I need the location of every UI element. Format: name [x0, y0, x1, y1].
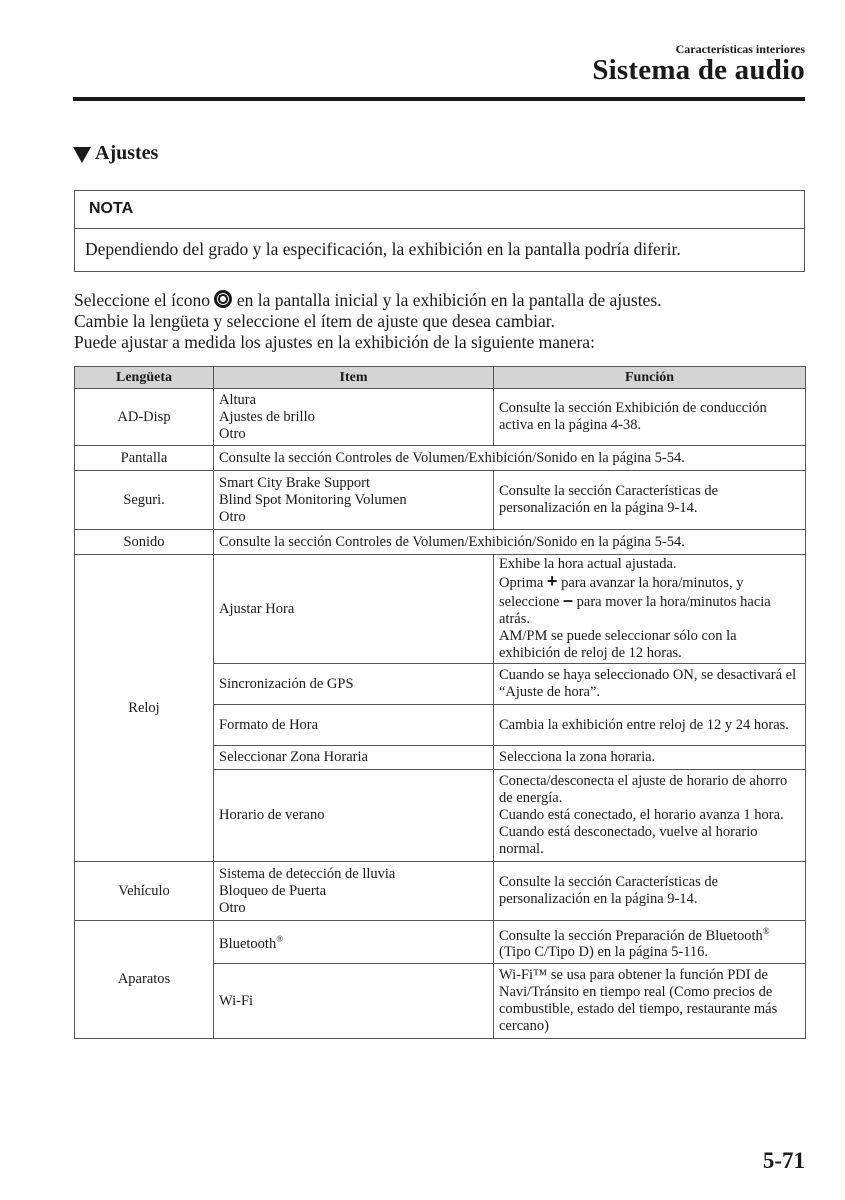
item-cell: Sincronización de GPS	[214, 664, 494, 705]
table-row	[75, 446, 806, 471]
item-cell: Horario de verano	[214, 770, 494, 862]
tab-cell: Pantalla	[75, 446, 214, 471]
settings-table	[74, 366, 806, 1039]
plus-icon: +	[546, 571, 558, 591]
tab-cell: AD-Disp	[75, 389, 214, 446]
item-cell: Seleccionar Zona Horaria	[214, 746, 494, 770]
header-lengueta: Lengüeta	[75, 367, 214, 389]
function-text: Consulte la sección Preparación de Bluetooth	[499, 927, 763, 944]
function-cell: Consulte la sección Exhibición de conducción activa en la página 4-38.	[494, 389, 806, 446]
item-cell: Formato de Hora	[214, 705, 494, 746]
section-heading-text: Ajustes	[95, 142, 159, 164]
table-row	[75, 555, 806, 664]
item-line: Otro	[219, 508, 246, 525]
table-header-row	[75, 367, 806, 389]
tab-cell: Seguri.	[75, 471, 214, 530]
item-cell	[214, 862, 494, 921]
intro-paragraph	[74, 290, 662, 353]
item-cell	[214, 921, 494, 964]
function-text: Oprima	[499, 575, 544, 591]
minus-icon: –	[563, 590, 574, 610]
registered-mark: ®	[276, 934, 284, 945]
item-text: Bluetooth	[219, 935, 277, 952]
function-line: Exhibe la hora actual ajustada.	[499, 556, 677, 572]
triangle-down-icon	[73, 147, 91, 163]
item-line: Bloqueo de Puerta	[219, 882, 327, 899]
page-number: 5-71	[762, 1148, 805, 1173]
tab-cell: Reloj	[75, 555, 214, 862]
function-line: Cuando está conectado, el horario avanza 1 hora. Cuando está desconectado, vuelve al horario normal.	[499, 807, 784, 857]
section-heading	[73, 142, 158, 165]
page-title: Sistema de audio	[592, 54, 805, 86]
item-line: Otro	[219, 899, 246, 916]
item-cell: Ajustar Hora	[214, 555, 494, 664]
intro-line-1	[74, 290, 662, 311]
note-title: NOTA	[75, 191, 804, 229]
function-text: para mover la hora/minutos hacia atrás.	[499, 594, 771, 627]
function-cell: Consulte la sección Características de personalización en la página 9-14.	[494, 471, 806, 530]
function-cell	[494, 770, 806, 862]
header-divider	[73, 97, 805, 101]
table-row	[75, 530, 806, 555]
table-row	[75, 389, 806, 446]
item-cell: Wi-Fi	[214, 964, 494, 1039]
function-cell	[494, 555, 806, 664]
intro-line-1-b: en la pantalla inicial y la exhibición en la pantalla de ajustes.	[236, 290, 662, 310]
tab-cell: Sonido	[75, 530, 214, 555]
function-text: (Tipo C/Tipo D) en la página 5-116.	[499, 944, 709, 961]
function-cell: Consulte la sección Controles de Volumen/Exhibición/Sonido en la página 5-54.	[214, 446, 806, 471]
function-line: Conecta/desconecta el ajuste de horario de ahorro de energía.	[499, 773, 788, 806]
section-label: Características interiores	[675, 42, 805, 56]
item-cell	[214, 471, 494, 530]
table-row	[75, 862, 806, 921]
header-item: Item	[214, 367, 494, 389]
intro-line-2: Cambie la lengüeta y seleccione el ítem de ajuste que desea cambiar.	[74, 311, 556, 331]
item-line: Altura	[219, 391, 257, 408]
item-line: Ajustes de brillo	[219, 408, 315, 425]
registered-mark: ®	[762, 925, 770, 936]
item-cell	[214, 389, 494, 446]
function-line	[499, 573, 800, 628]
item-line: Smart City Brake Support	[219, 474, 371, 491]
tab-cell: Vehículo	[75, 862, 214, 921]
header-funcion: Función	[494, 367, 806, 389]
settings-gear-icon	[214, 290, 232, 308]
function-cell: Selecciona la zona horaria.	[494, 746, 806, 770]
function-cell: Cambia la exhibición entre reloj de 12 y 24 horas.	[494, 705, 806, 746]
function-cell: Consulte la sección Características de personalización en la página 9-14.	[494, 862, 806, 921]
function-text: para avanzar la hora/minutos, y seleccione	[499, 575, 744, 610]
item-line: Blind Spot Monitoring Volumen	[219, 491, 407, 508]
function-cell: Consulte la sección Controles de Volumen/Exhibición/Sonido en la página 5-54.	[214, 530, 806, 555]
function-cell: Cuando se haya seleccionado ON, se desactivará el “Ajuste de hora”.	[494, 664, 806, 705]
table-row	[75, 921, 806, 964]
function-line: AM/PM se puede seleccionar sólo con la exhibición de reloj de 12 horas.	[499, 628, 737, 661]
item-line: Otro	[219, 425, 246, 442]
note-text: Dependiendo del grado y la especificación, la exhibición en la pantalla podría diferir.	[85, 239, 681, 259]
table-row	[75, 471, 806, 530]
function-cell	[494, 921, 806, 964]
item-line: Sistema de detección de lluvia	[219, 865, 396, 882]
function-cell: Wi-Fi™ se usa para obtener la función PDI de Navi/Tránsito en tiempo real (Como precios de combustible, estado del tiempo, restaurante más cercano)	[494, 964, 806, 1039]
intro-line-3: Puede ajustar a medida los ajustes en la exhibición de la siguiente manera:	[74, 332, 595, 352]
intro-line-1-a: Seleccione el ícono	[74, 290, 211, 310]
note-box	[74, 190, 805, 272]
tab-cell: Aparatos	[75, 921, 214, 1039]
